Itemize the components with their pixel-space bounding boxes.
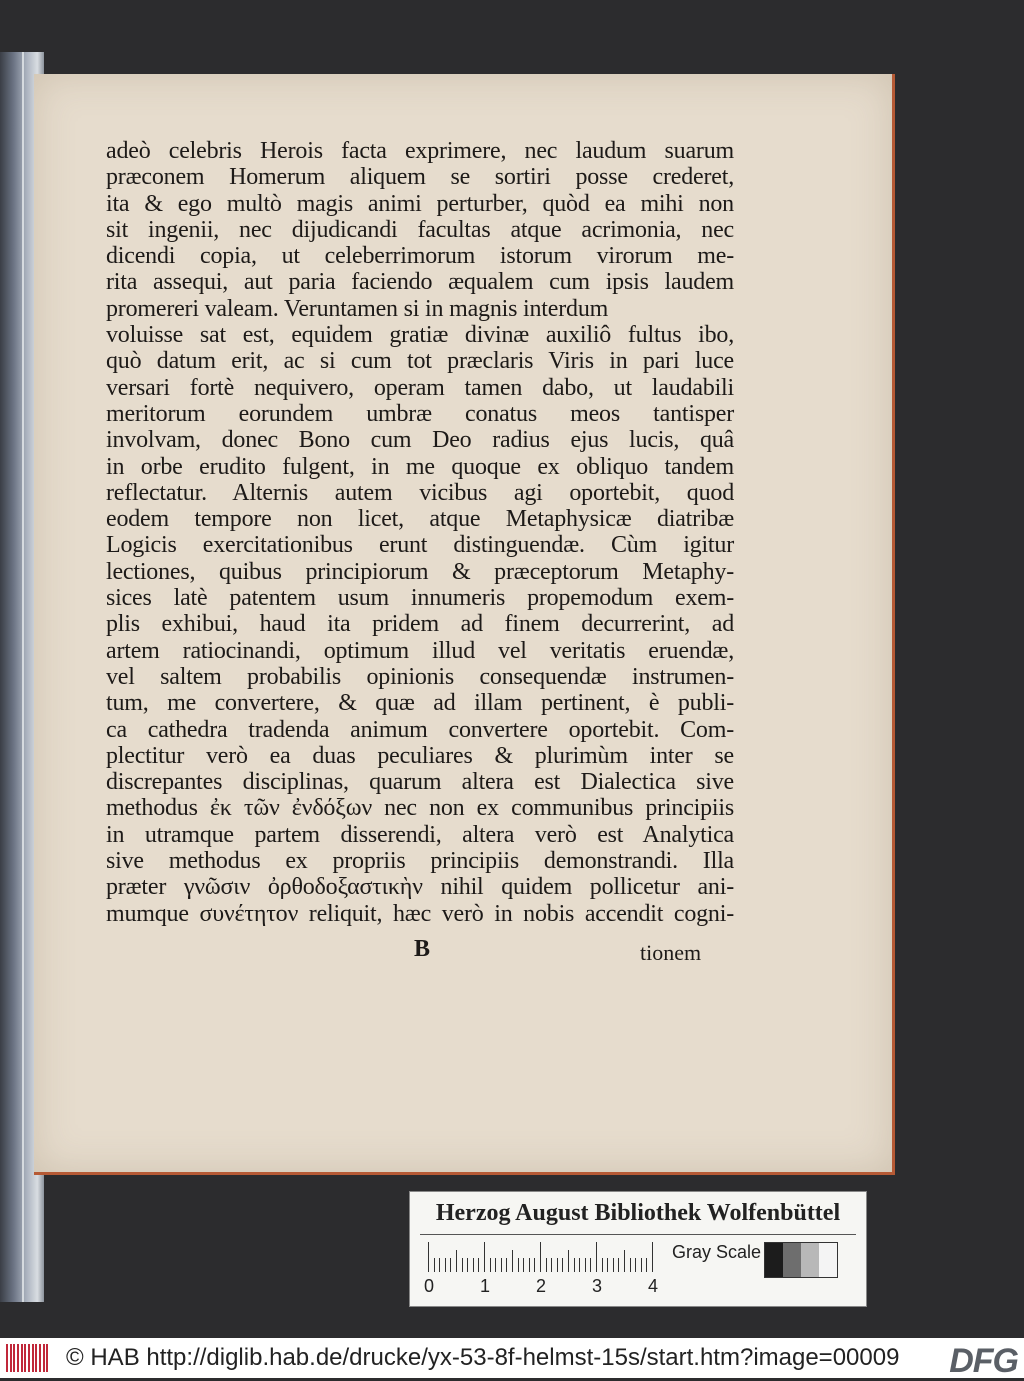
gray-swatch <box>765 1243 783 1277</box>
logo-bar <box>43 1344 45 1372</box>
ruler-tick <box>551 1258 552 1272</box>
text-line: sit ingenii, nec dijudicandi facultas atque acrimonia, nec <box>106 216 734 243</box>
ruler-tick <box>646 1258 647 1272</box>
ruler-tick <box>624 1250 625 1272</box>
ruler-tick <box>434 1258 435 1272</box>
gray-swatch <box>783 1243 801 1277</box>
logo-bar <box>17 1344 19 1372</box>
color-reference-card <box>410 1192 866 1306</box>
scale-number: 2 <box>536 1276 547 1296</box>
text-line: versari fortè nequivero, operam tamen dabo, ut laudabili <box>106 374 734 401</box>
ruler-tick <box>512 1250 513 1272</box>
text-line: promereri valeam. Veruntamen si in magnis interdum <box>106 295 609 322</box>
text-line: vel saltem probabilis opinionis consequendæ instrumen- <box>106 663 734 690</box>
ruler-tick <box>439 1258 440 1272</box>
ruler-tick <box>568 1250 569 1272</box>
card-divider <box>420 1234 856 1235</box>
gray-swatch <box>819 1243 837 1277</box>
text-line: involvam, donec Bono cum Deo radius ejus lucis, quâ <box>106 427 734 454</box>
ruler-tick <box>467 1258 468 1272</box>
logo-bar <box>6 1344 8 1372</box>
logo-bar <box>10 1344 12 1372</box>
text-line: quò datum erit, ac si cum tot præclaris Viris in pari luce <box>106 348 734 375</box>
scale-number: 0 <box>424 1276 435 1296</box>
ruler-tick <box>641 1258 642 1272</box>
ruler-tick <box>618 1258 619 1272</box>
text-line: sive methodus ex propriis principiis demonstrandi. Illa <box>106 848 734 875</box>
text-line: eodem tempore non licet, atque Metaphysicæ diatribæ <box>106 506 734 533</box>
ruler-tick <box>523 1258 524 1272</box>
dfg-logo: DFG <box>949 1342 1018 1380</box>
ruler-tick <box>652 1242 653 1272</box>
ruler-tick <box>501 1258 502 1272</box>
ruler-tick <box>562 1258 563 1272</box>
logo-bar <box>13 1344 15 1372</box>
scale-ruler <box>428 1242 668 1272</box>
ruler-tick <box>590 1258 591 1272</box>
text-line: dicendi copia, ut celeberrimorum istorum virorum me- <box>106 243 734 270</box>
text-line: mumque συνέτητον reliquit, hæc verò in nobis accendit cogni- <box>106 900 734 927</box>
text-line: ca cathedra tradenda animum convertere oportebit. Com- <box>106 716 734 743</box>
text-line: plis exhibui, haud ita pridem ad finem decurrerint, ad <box>106 611 734 638</box>
ruler-tick <box>518 1258 519 1272</box>
scale-number: 4 <box>648 1276 659 1296</box>
text-line: meritorum eorundem umbræ conatus meos tantisper <box>106 400 734 427</box>
text-line: in utramque partem disserendi, altera verò est Analytica <box>106 821 734 848</box>
logo-bar <box>46 1344 48 1372</box>
ruler-tick <box>635 1258 636 1272</box>
text-line: præter γνῶσιν ὀρθοδοξαστικὴν nihil quidem pollicetur ani- <box>106 874 734 901</box>
ruler-tick <box>585 1258 586 1272</box>
logo-bar <box>35 1344 37 1372</box>
text-line: sices latè patentem usum innumeris propemodum exem- <box>106 585 734 612</box>
scale-number: 1 <box>480 1276 491 1296</box>
text-line: præconem Homerum aliquem se sortiri posse crederet, <box>106 164 734 191</box>
ruler-tick <box>579 1258 580 1272</box>
ruler-tick <box>428 1242 429 1272</box>
text-line: in orbe erudito fulgent, in me quoque ex obliquo tandem <box>106 453 734 480</box>
ruler-tick <box>574 1258 575 1272</box>
gray-swatch <box>801 1243 819 1277</box>
ruler-tick <box>607 1258 608 1272</box>
text-line: adeò celebris Herois facta exprimere, nec laudum suarum <box>106 138 734 164</box>
ruler-tick <box>534 1258 535 1272</box>
logo-bar <box>28 1344 30 1372</box>
ruler-tick <box>602 1258 603 1272</box>
gray-scale-swatches <box>764 1242 838 1278</box>
text-line: plectitur verò ea duas peculiares & plurimùm inter se <box>106 742 734 769</box>
ruler-tick <box>473 1258 474 1272</box>
ruler-tick <box>490 1258 491 1272</box>
text-line: voluisse sat est, equidem gratiæ divinæ auxiliô fultus ibo, <box>106 322 734 349</box>
ruler-tick <box>540 1242 541 1272</box>
logo-bar <box>39 1344 41 1372</box>
logo-bar <box>24 1344 26 1372</box>
footer-bar <box>0 1338 1024 1378</box>
ruler-tick <box>546 1258 547 1272</box>
text-line: tum, me convertere, & quæ ad illam pertinent, è publi- <box>106 690 734 717</box>
library-name: Herzog August Bibliothek Wolfenbüttel <box>435 1200 841 1226</box>
text-line: discrepantes disciplinas, quarum altera est Dialectica sive <box>106 769 734 796</box>
text-line: rita assequi, aut paria faciendo æqualem cum ipsis laudem <box>106 269 734 296</box>
text-line: lectiones, quibus principiorum & præceptorum Metaphy- <box>106 558 734 585</box>
text-line: ita & ego multò magis animi perturber, quòd ea mihi non <box>106 190 734 217</box>
logo-bar <box>21 1344 23 1372</box>
text-line: Logicis exercitationibus erunt distinguendæ. Cùm igitur <box>106 532 734 559</box>
ruler-tick <box>462 1258 463 1272</box>
gray-scale-label: Gray Scale <box>672 1242 762 1262</box>
page-edge-highlight <box>22 52 24 1302</box>
page-text-block <box>106 138 734 927</box>
text-line: artem ratiocinandi, optimum illud vel veritatis eruendæ, <box>106 637 734 664</box>
ruler-tick <box>450 1258 451 1272</box>
ruler-tick <box>506 1258 507 1272</box>
ruler-tick <box>630 1258 631 1272</box>
ruler-tick <box>557 1258 558 1272</box>
ruler-tick <box>613 1258 614 1272</box>
ruler-tick <box>596 1242 597 1272</box>
ruler-tick <box>478 1258 479 1272</box>
ruler-tick <box>484 1242 485 1272</box>
scale-number: 3 <box>592 1276 603 1296</box>
ruler-tick <box>445 1258 446 1272</box>
ruler-tick <box>495 1258 496 1272</box>
text-line: reflectatur. Alternis autem vicibus agi oportebit, quod <box>106 479 734 506</box>
ruler-tick <box>529 1258 530 1272</box>
text-line: methodus ἐκ τῶν ἐνδόξων nec non ex communibus principiis <box>106 795 734 822</box>
hab-logo-icon <box>6 1344 48 1372</box>
ruler-tick <box>456 1250 457 1272</box>
footer-copyright-url[interactable]: © HAB http://diglib.hab.de/drucke/yx-53-8f-helmst-15s/start.htm?image=00009 <box>66 1344 900 1371</box>
logo-bar <box>32 1344 34 1372</box>
signature-mark: B <box>414 936 431 962</box>
catchword: tionem <box>640 940 702 965</box>
